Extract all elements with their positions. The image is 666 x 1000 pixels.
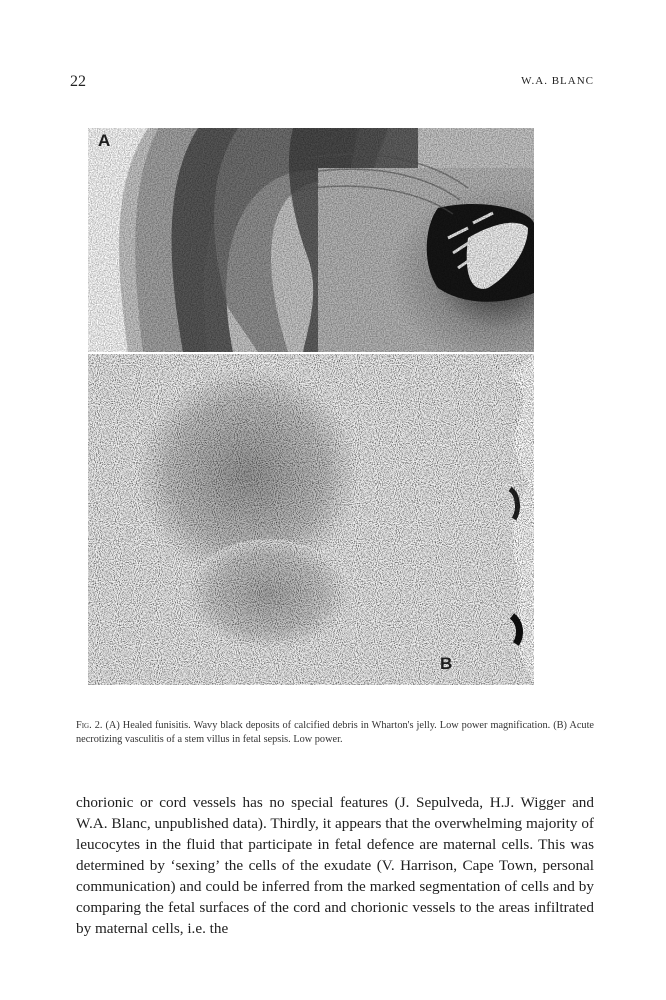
- figure-caption-label: Fig. 2.: [76, 720, 103, 732]
- figure-caption-text: (A) Healed funisitis. Wavy black deposits of calcified debris in Wharton's jelly. Low power magnification. (B) Acute necrotizing vasculitis of a stem villus in fetal sepsis. Low power.: [76, 720, 595, 746]
- page-header: [70, 73, 594, 93]
- page-number: 22: [70, 73, 86, 90]
- micrograph-panel-a: [88, 128, 534, 352]
- micrograph-panel-b: [88, 354, 534, 685]
- micrograph-a-image: [88, 128, 534, 352]
- body-paragraph: chorionic or cord vessels has no special features (J. Sepulveda, H.J. Wigger and W.A. Blanc, unpublished data). Thirdly, it appears that the overwhelming majority of leucocytes in the fluid that participate in fetal defence are maternal cells. This was determined by ‘sexing’ the cells of the exudate (V. Harrison, Cape Town, personal communication) and could be inferred from the marked segmentation of cells and by comparing the fetal surfaces of the cord and chorionic vessels to the areas infiltrated by maternal cells, i.e. the: [76, 794, 594, 938]
- panel-a-label: A: [98, 131, 111, 150]
- micrograph-b-image: [88, 354, 534, 685]
- running-head: W.A. BLANC: [521, 75, 594, 87]
- figure-caption: [76, 719, 594, 747]
- figure-2: [88, 128, 534, 685]
- panel-b-label: B: [440, 654, 453, 673]
